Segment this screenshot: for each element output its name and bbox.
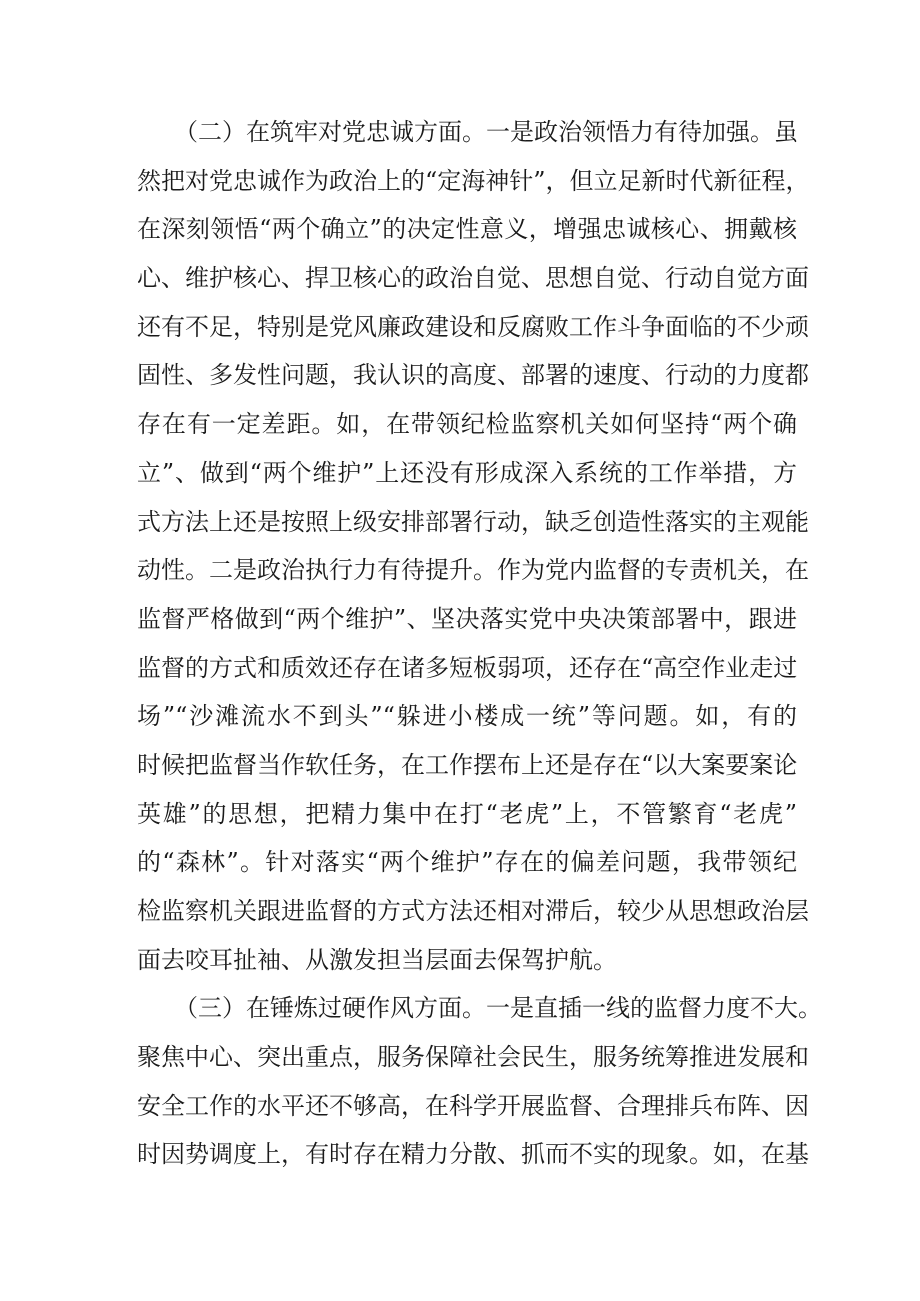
text-line: 时候把监督当作软任务，在工作摆布上还是存在“以大案要案论	[137, 750, 798, 779]
text-line: 存在有一定差距。如，在带领纪检监察机关如何坚持“两个确	[137, 410, 797, 439]
text-line: 的“森林”。针对落实“两个维护”存在的偏差问题，我带领纪	[137, 848, 797, 877]
paragraph-work-style	[137, 984, 822, 1179]
text-line: 在深刻领悟“两个确立”的决定性意义，增强忠诚核心、拥戴核	[137, 215, 797, 244]
text-line: 立”、做到“两个维护”上还没有形成深入系统的工作举措，方	[137, 458, 797, 487]
document-body	[137, 108, 822, 1179]
text-line: 式方法上还是按照上级安排部署行动，缺乏创造性落实的主观能	[137, 507, 809, 536]
text-line: 安全工作的水平还不够高，在科学开展监督、合理排兵布阵、因	[137, 1091, 809, 1120]
text-line: 监督的方式和质效还存在诸多短板弱项，还存在“高空作业走过	[137, 653, 798, 682]
text-line: 动性。二是政治执行力有待提升。作为党内监督的专责机关，在	[137, 556, 809, 585]
text-line: 时因势调度上，有时存在精力分散、抓而不实的现象。如，在基	[137, 1140, 809, 1169]
text-line: 场”“沙滩流水不到头”“躲进小楼成一统”等问题。如，有的	[137, 702, 797, 731]
text-line: 然把对党忠诚作为政治上的“定海神针”，但立足新时代新征程，	[137, 166, 810, 195]
text-line: 监督严格做到“两个维护”、坚决落实党中央决策部署中，跟进	[137, 604, 797, 633]
text-line: 英雄”的思想，把精力集中在打“老虎”上，不管繁育“老虎”	[137, 799, 797, 828]
text-line: 面去咬耳扯袖、从激发担当层面去保驾护航。	[137, 945, 617, 974]
text-line: 检监察机关跟进监督的方式方法还相对滞后，较少从思想政治层	[137, 897, 809, 925]
text-line: 心、维护核心、捍卫核心的政治自觉、思想自觉、行动自觉方面	[137, 264, 809, 293]
text-line: 固性、多发性问题，我认识的高度、部署的速度、行动的力度都	[137, 361, 809, 390]
text-line: 聚焦中心、突出重点，服务保障社会民生，服务统筹推进发展和	[137, 1043, 809, 1072]
text-line: （二）在筑牢对党忠诚方面。一是政治领悟力有待加强。虽	[174, 118, 798, 146]
paragraph-loyalty	[137, 108, 810, 984]
text-line: 还有不足，特别是党风廉政建设和反腐败工作斗争面临的不少顽	[137, 312, 809, 341]
text-line: （三）在锤炼过硬作风方面。一是直插一线的监督力度不大。	[174, 994, 822, 1023]
